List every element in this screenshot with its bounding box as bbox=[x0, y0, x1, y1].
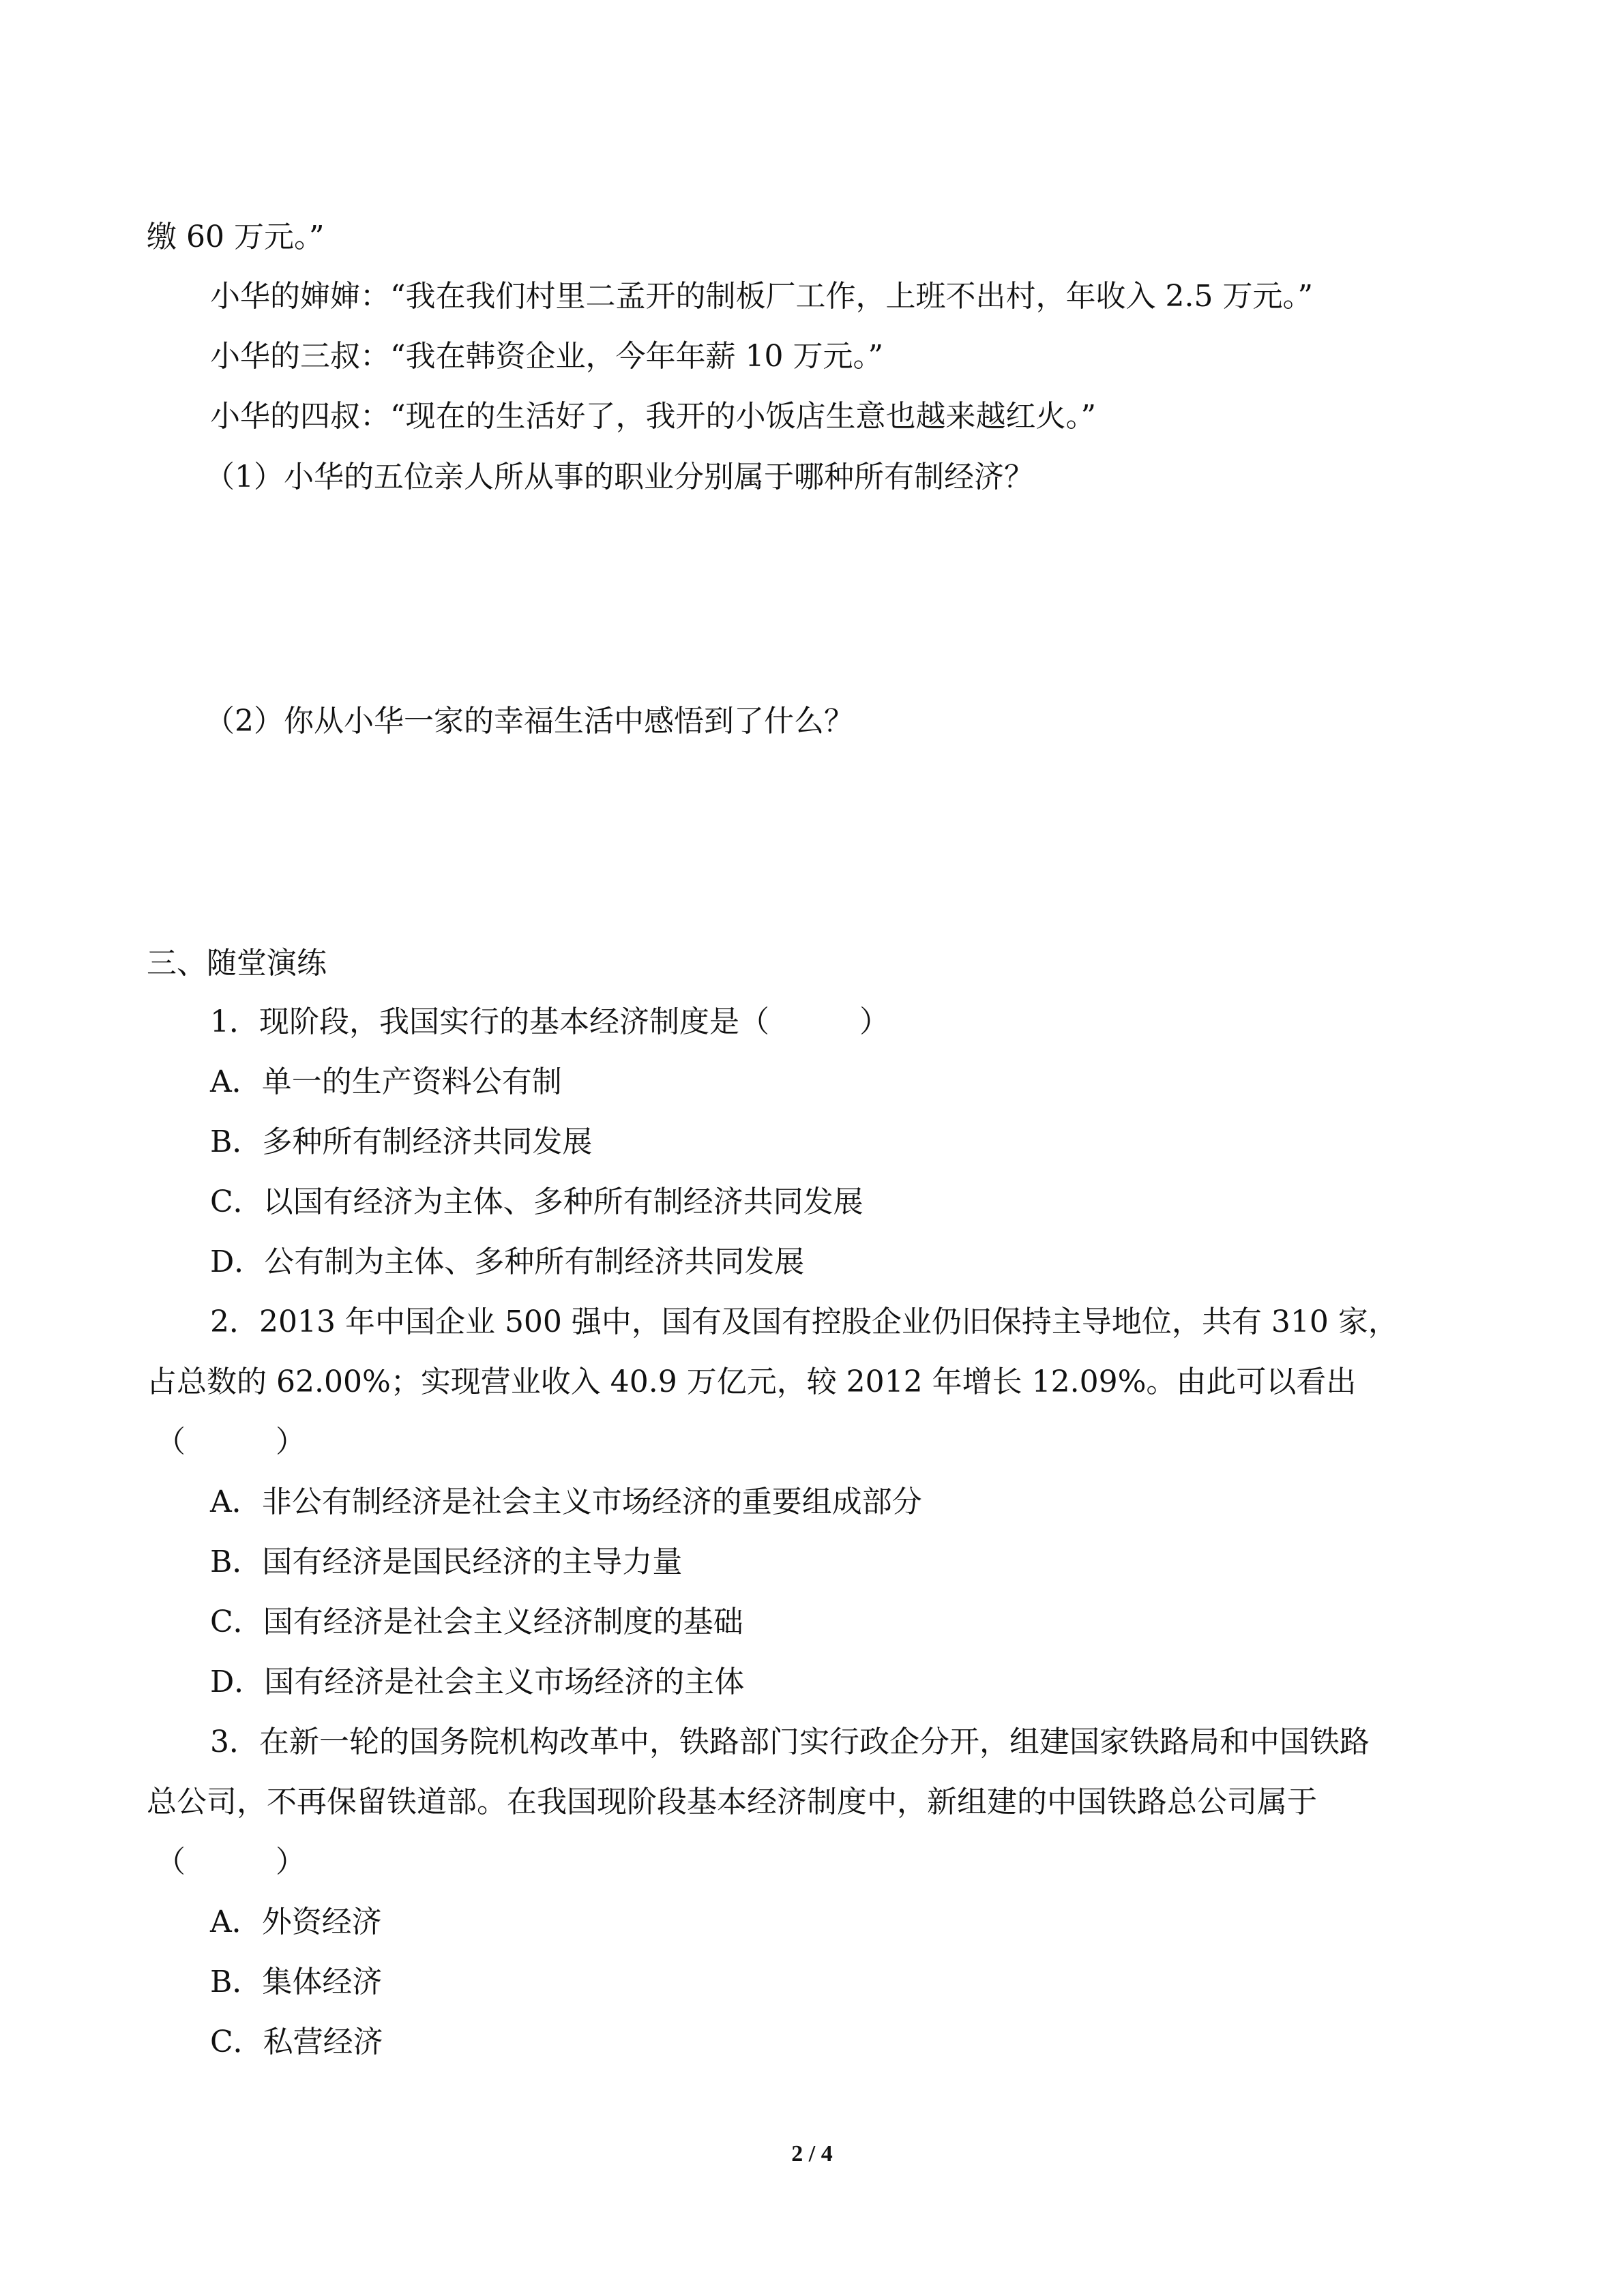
option-c: C．私营经济 bbox=[210, 2025, 383, 2059]
text-line: 小华的三叔：“我在韩资企业，今年年薪 10 万元。” bbox=[210, 339, 883, 374]
text-line: 小华的婶婶：“我在我们村里二孟开的制板厂工作，上班不出村，年收入 2.5 万元。” bbox=[210, 279, 1313, 314]
option-d: D．公有制为主体、多种所有制经济共同发展 bbox=[210, 1244, 805, 1279]
text-line: 缴 60 万元。” bbox=[147, 220, 325, 254]
option-d: D．国有经济是社会主义市场经济的主体 bbox=[210, 1665, 745, 1699]
section-heading: 三、随堂演练 bbox=[147, 946, 327, 981]
question-1: 1．现阶段，我国实行的基本经济制度是（ ） bbox=[210, 1004, 889, 1039]
question-2: 2．2013 年中国企业 500 强中，国有及国有控股企业仍旧保持主导地位，共有 310 家， bbox=[210, 1304, 1398, 1339]
text-line: 小华的四叔：“现在的生活好了，我开的小饭店生意也越来越红火。” bbox=[210, 399, 1096, 434]
page-number: 2 / 4 bbox=[791, 2141, 833, 2166]
option-b: B．国有经济是国民经济的主导力量 bbox=[210, 1545, 683, 1579]
option-c: C．国有经济是社会主义经济制度的基础 bbox=[210, 1605, 743, 1639]
option-a: A．外资经济 bbox=[210, 1905, 382, 1939]
question-2-continued: 占总数的 62.00%；实现营业收入 40.9 万亿元，较 2012 年增长 12.09%。由此可以看出 bbox=[147, 1365, 1357, 1399]
question-3: 3．在新一轮的国务院机构改革中，铁路部门实行政企分开，组建国家铁路局和中国铁路 bbox=[210, 1725, 1370, 1759]
question-1-prompt: （1）小华的五位亲人所从事的职业分别属于哪种所有制经济？ bbox=[205, 460, 1034, 494]
option-a: A．单一的生产资料公有制 bbox=[210, 1064, 562, 1099]
answer-blank: （ ） bbox=[156, 1845, 306, 1879]
answer-blank: （ ） bbox=[156, 1425, 306, 1459]
question-3-continued: 总公司，不再保留铁道部。在我国现阶段基本经济制度中，新组建的中国铁路总公司属于 bbox=[147, 1785, 1317, 1819]
option-b: B．多种所有制经济共同发展 bbox=[210, 1124, 593, 1159]
option-a: A．非公有制经济是社会主义市场经济的重要组成部分 bbox=[210, 1485, 922, 1519]
question-2-prompt: （2）你从小华一家的幸福生活中感悟到了什么？ bbox=[205, 704, 854, 739]
option-c: C．以国有经济为主体、多种所有制经济共同发展 bbox=[210, 1184, 863, 1219]
option-b: B．集体经济 bbox=[210, 1965, 383, 1999]
